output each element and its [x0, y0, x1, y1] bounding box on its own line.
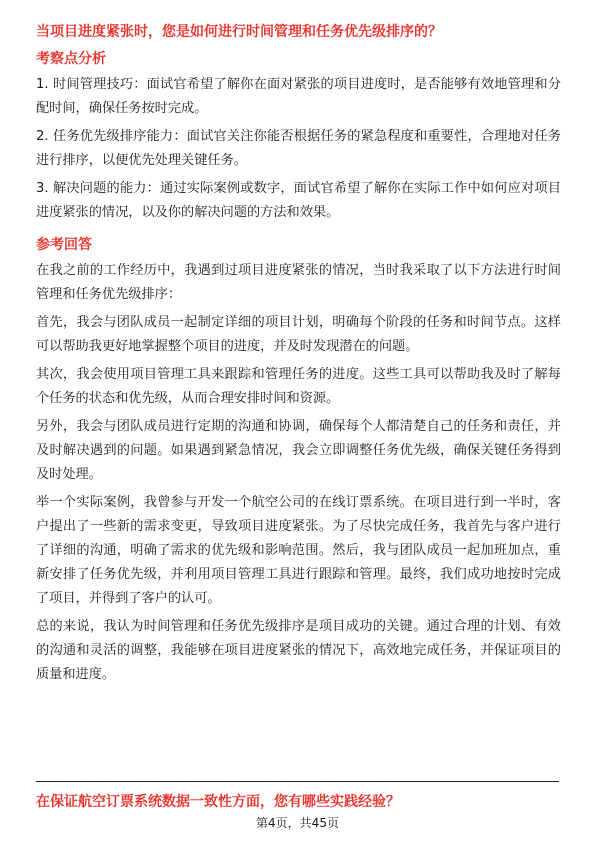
- analysis-title: 考察点分析: [36, 51, 106, 67]
- analysis-item: 3. 解决问题的能力：通过实际案例或数字，面试官希望了解你在实际工作中如何应对项目进度紧张的情况，以及你的解决问题的方法和效果。: [36, 181, 561, 220]
- analysis-item: 2. 任务优先级排序能力：面试官关注你能否根据任务的紧急程度和重要性，合理地对任务进行排序，以便优先处理关键任务。: [36, 129, 561, 168]
- section-divider: [36, 781, 559, 782]
- answer-paragraph: 另外，我会与团队成员进行定期的沟通和协调，确保每个人都清楚自己的任务和责任，并及时解决遇到的问题。如果遇到紧急情况，我会立即调整任务优先级，确保关键任务得到及时处理。: [36, 419, 561, 482]
- next-question-heading: 在保证航空订票系统数据一致性方面，您有哪些实践经验？: [36, 794, 400, 810]
- answer-paragraph: 总的来说，我认为时间管理和任务优先级排序是项目成功的关键。通过合理的计划、有效的沟通和灵活的调整，我能够在项目进度紧张的情况下，高效地完成任务，并保证项目的质量和进度。: [36, 619, 561, 682]
- analysis-item: 1. 时间管理技巧：面试官希望了解你在面对紧张的项目进度时，是否能够有效地管理和分配时间，确保任务按时完成。: [36, 77, 561, 116]
- analysis-list: [36, 73, 561, 225]
- page-number: 第4页，共45页: [256, 816, 339, 830]
- answer-title: 参考回答: [36, 237, 92, 253]
- answer-paragraph: 首先，我会与团队成员一起制定详细的项目计划，明确每个阶段的任务和时间节点。这样可以帮助我更好地掌握整个项目的进度，并及时发现潜在的问题。: [36, 315, 561, 354]
- answer-paragraph: 举一个实际案例，我曾参与开发一个航空公司的在线订票系统。在项目进行到一半时，客户提出了一些新的需求变更，导致项目进度紧张。为了尽快完成任务，我首先与客户进行了详细的沟通，明确了需求的优先级和影响范围。然后，我与团队成员一起加班加点，重新安排了任务优先级，并利用项目管理工具进行跟踪和管理。最终，我们成功地按时完成了项目，并得到了客户的认可。: [36, 495, 561, 606]
- question-heading: 当项目进度紧张时，您是如何进行时间管理和任务优先级排序的？: [36, 24, 442, 40]
- answer-paragraph: 在我之前的工作经历中，我遇到过项目进度紧张的情况，当时我采取了以下方法进行时间管理和任务优先级排序：: [36, 263, 561, 302]
- answer-body: [36, 259, 561, 687]
- answer-paragraph: 其次，我会使用项目管理工具来跟踪和管理任务的进度。这些工具可以帮助我及时了解每个任务的状态和优先级，从而合理安排时间和资源。: [36, 367, 561, 406]
- page-content: [36, 22, 561, 691]
